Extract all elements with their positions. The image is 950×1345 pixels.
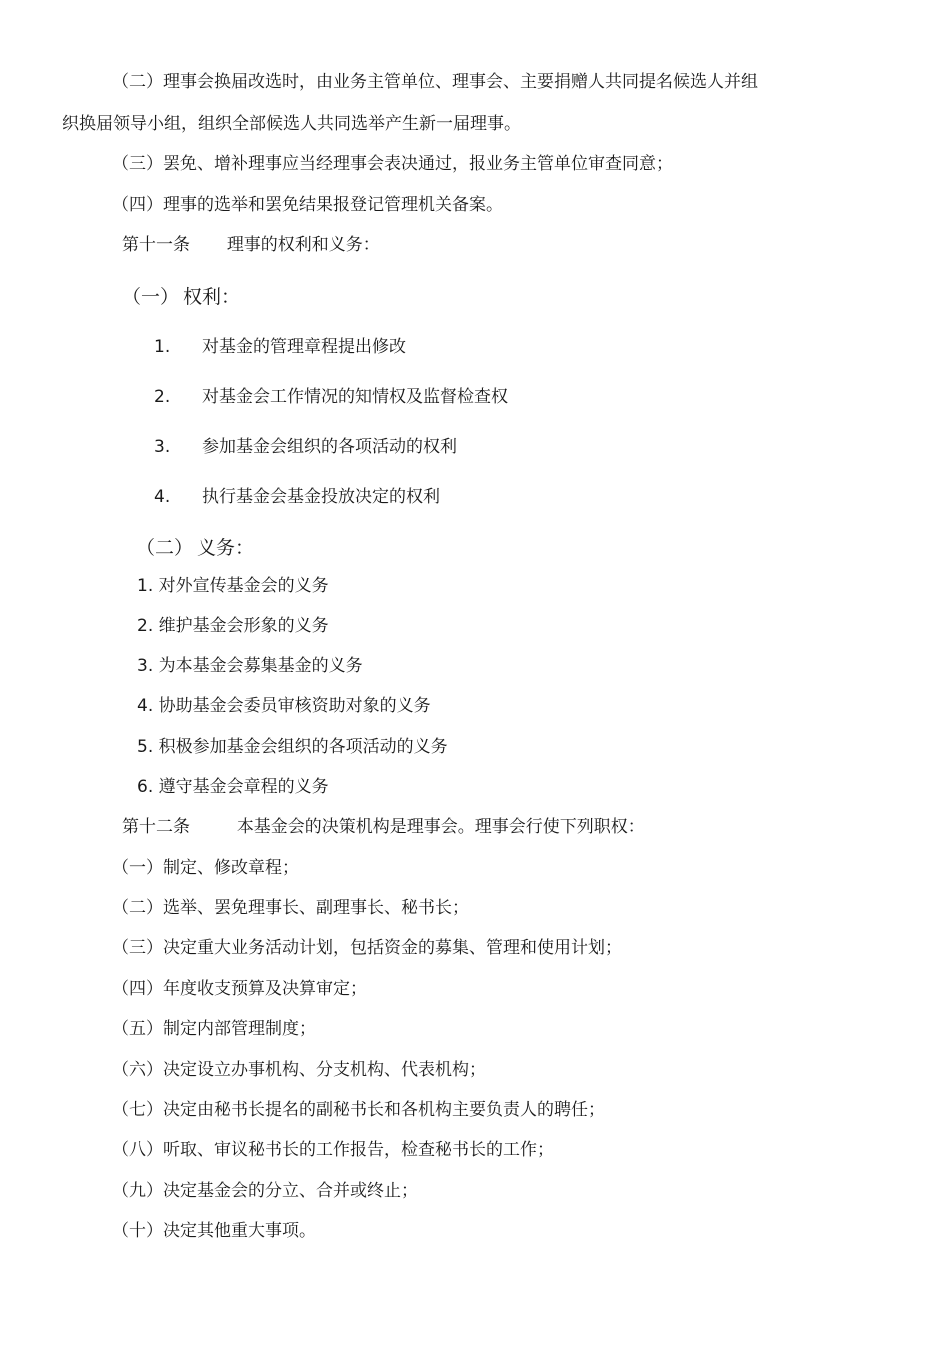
article-11-title: 理事的权利和义务： <box>226 235 380 255</box>
article-12-item: （六）决定设立办事机构、分支机构、代表机构； <box>112 1060 486 1080</box>
article-12-item: （八）听取、审议秘书长的工作报告，检查秘书长的工作； <box>112 1140 554 1160</box>
rights-item-number: 2. <box>154 387 171 407</box>
article-11-number: 第十一条 <box>122 235 190 255</box>
rights-item-number: 4. <box>154 487 171 507</box>
rights-item <box>154 385 508 409</box>
article-12-title: 本基金会的决策机构是理事会。理事会行使下列职权： <box>236 817 645 837</box>
paragraph-3: （三）罢免、增补理事应当经理事会表决通过，报业务主管单位审查同意； <box>112 154 673 174</box>
rights-marker: （一） <box>122 286 180 308</box>
article-12-item: （十）决定其他重大事项。 <box>112 1221 316 1241</box>
article-12-item: （四）年度收支预算及决算审定； <box>112 979 367 999</box>
article-11-heading <box>122 233 380 257</box>
rights-title: 权利： <box>183 286 241 308</box>
rights-item <box>154 435 457 459</box>
article-12-item: （九）决定基金会的分立、合并或终止； <box>112 1181 418 1201</box>
article-12-item: （一）制定、修改章程； <box>112 858 299 878</box>
article-12-item: （五）制定内部管理制度； <box>112 1019 316 1039</box>
rights-item <box>154 485 440 509</box>
paragraph-2-line-1: （二）理事会换届改选时，由业务主管单位、理事会、主要捐赠人共同提名候选人并组 <box>112 72 758 92</box>
rights-item-number: 1. <box>154 337 171 357</box>
duties-item: 1. 对外宣传基金会的义务 <box>137 576 329 596</box>
duties-item: 6. 遵守基金会章程的义务 <box>137 777 329 797</box>
paragraph-2-line-2: 织换届领导小组，组织全部候选人共同选举产生新一届理事。 <box>62 114 521 134</box>
rights-item-text: 对基金会工作情况的知情权及监督检查权 <box>202 387 508 407</box>
duties-item: 4. 协助基金会委员审核资助对象的义务 <box>137 696 431 716</box>
rights-item-number: 3. <box>154 437 171 457</box>
article-12-item: （二）选举、罢免理事长、副理事长、秘书长； <box>112 898 469 918</box>
paragraph-4: （四）理事的选举和罢免结果报登记管理机关备案。 <box>112 195 503 215</box>
rights-item-text: 执行基金会基金投放决定的权利 <box>202 487 440 507</box>
rights-item-text: 对基金的管理章程提出修改 <box>202 337 406 357</box>
rights-heading <box>122 285 240 309</box>
duties-item: 3. 为本基金会募集基金的义务 <box>137 656 363 676</box>
duties-heading <box>136 536 254 560</box>
duties-title: 义务： <box>197 537 255 559</box>
article-12-item: （三）决定重大业务活动计划，包括资金的募集、管理和使用计划； <box>112 938 622 958</box>
duties-item: 2. 维护基金会形象的义务 <box>137 616 329 636</box>
rights-item-text: 参加基金会组织的各项活动的权利 <box>202 437 457 457</box>
article-12-heading <box>122 815 645 839</box>
rights-item <box>154 335 406 359</box>
duties-marker: （二） <box>136 537 194 559</box>
article-12-item: （七）决定由秘书长提名的副秘书长和各机构主要负责人的聘任； <box>112 1100 605 1120</box>
article-12-number: 第十二条 <box>122 817 190 837</box>
duties-item: 5. 积极参加基金会组织的各项活动的义务 <box>137 737 448 757</box>
